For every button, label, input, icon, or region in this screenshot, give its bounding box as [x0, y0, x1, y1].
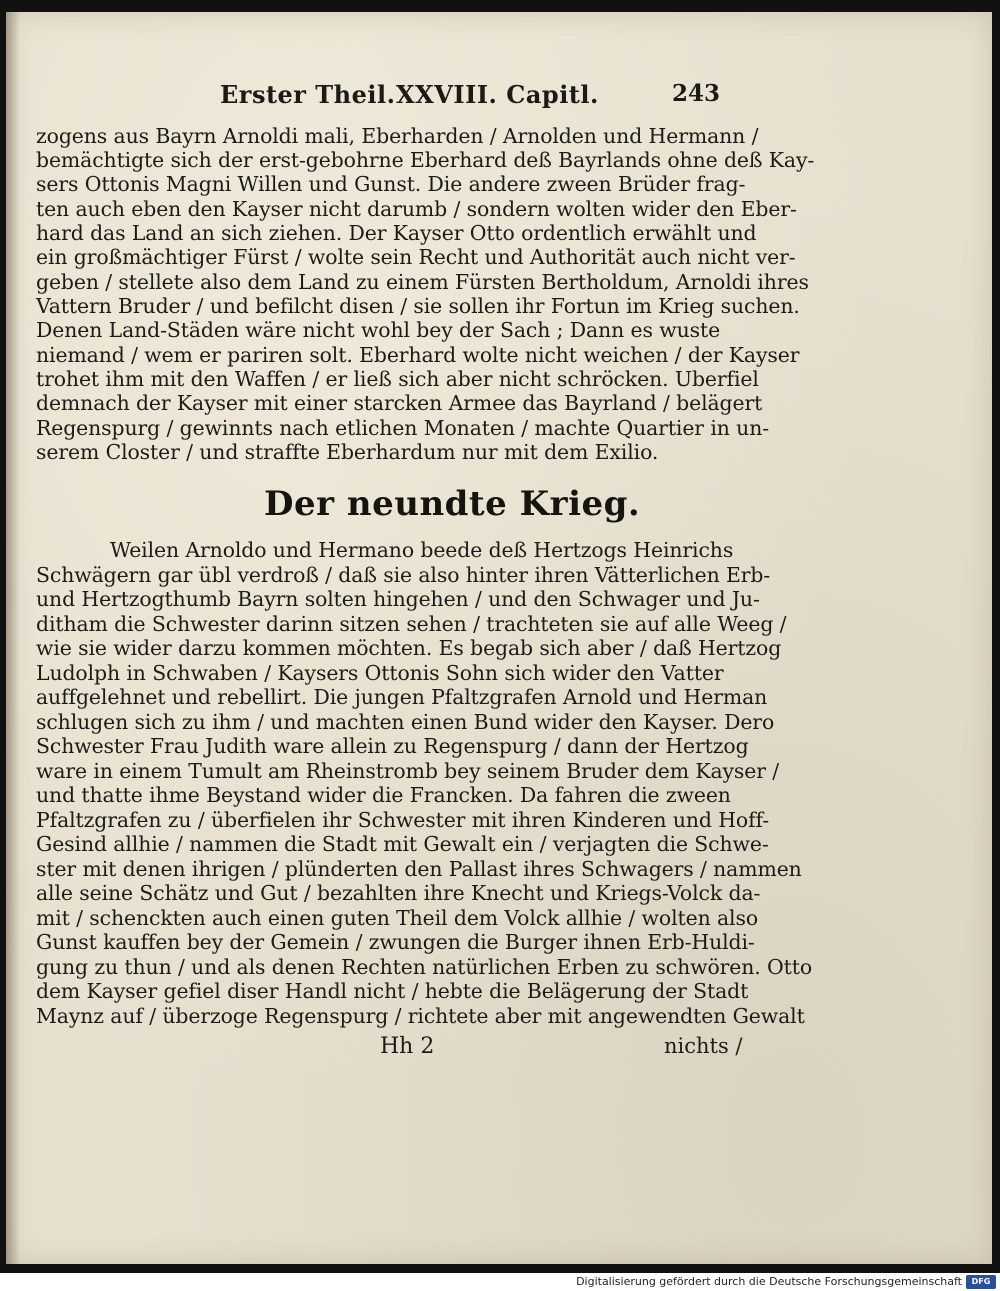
text-line: Denen Land-Städen wäre nicht wohl bey der Sach ; Dann es wuste — [36, 318, 721, 342]
text-line: Schwägern gar übl verdroß / daß sie also hinter ihren Vätterlichen Erb- — [36, 563, 771, 587]
text-line: wie sie wider darzu kommen möchten. Es begab sich aber / daß Hertzog — [36, 636, 782, 660]
text-line: demnach der Kayser mit einer starcken Armee das Bayrland / belägert — [36, 391, 763, 415]
text-line: dem Kayser gefiel diser Handl nicht / hebte die Belägerung der Stadt — [36, 979, 749, 1003]
catchword: nichts / — [664, 1034, 743, 1058]
text-line: ditham die Schwester darinn sitzen sehen / trachteten sie auf alle Weeg / — [36, 612, 787, 636]
text-line: Gunst kauffen bey der Gemein / zwungen die Burger ihnen Erb-Huldi- — [36, 930, 755, 954]
page-spine-shadow — [6, 12, 20, 1264]
text-line: auffgelehnet und rebellirt. Die jungen Pfaltzgrafen Arnold und Herman — [36, 685, 768, 709]
text-line: gung zu thun / und als denen Rechten natürlichen Erben zu schwören. Otto — [36, 955, 813, 979]
running-head — [220, 80, 720, 110]
text-line: Pfaltzgrafen zu / überfielen ihr Schwester mit ihren Kinderen und Hoff- — [36, 808, 770, 832]
text-line: bemächtigte sich der erst-gebohrne Eberhard deß Bayrlands ohne deß Kay- — [36, 148, 815, 172]
text-line: geben / stellete also dem Land zu einem Fürsten Bertholdum, Arnoldi ihres — [36, 270, 809, 294]
digitization-footer — [0, 1273, 1000, 1291]
text-line-indented: Weilen Arnoldo und Hermano beede deß Hertzogs Heinrichs — [110, 538, 734, 562]
text-line: ten auch eben den Kayser nicht darumb / sondern wolten wider den Eber- — [36, 197, 797, 221]
page-number: 243 — [671, 80, 720, 107]
text-line: zogens aus Bayrn Arnoldi mali, Eberharden / Arnolden und Hermann / — [36, 124, 759, 148]
text-line: hard das Land an sich ziehen. Der Kayser Otto ordentlich erwählt und — [36, 221, 757, 245]
footer-credit-text: Digitalisierung gefördert durch die Deutsche Forschungsgemeinschaft — [576, 1275, 962, 1288]
text-line: Regenspurg / gewinnts nach etlichen Monaten / machte Quartier in un- — [36, 416, 770, 440]
section-heading: Der neundte Krieg. — [264, 484, 641, 524]
text-line: ster mit denen ihrigen / plünderten den Pallast ihres Schwagers / nammen — [36, 857, 802, 881]
text-line: Maynz auf / überzoge Regenspurg / richtete aber mit angewendten Gewalt — [36, 1004, 805, 1028]
text-line: niemand / wem er pariren solt. Eberhard wolte nicht weichen / der Kayser — [36, 343, 800, 367]
text-line: und thatte ihme Beystand wider die Francken. Da fahren die zween — [36, 783, 731, 807]
text-line: ware in einem Tumult am Rheinstromb bey seinem Bruder dem Kayser / — [36, 759, 780, 783]
text-line: ein großmächtiger Fürst / wolte sein Recht und Authorität auch nicht ver- — [36, 245, 796, 269]
text-line: sers Ottonis Magni Willen und Gunst. Die andere zween Brüder frag- — [36, 172, 746, 196]
dfg-logo-icon: DFG — [966, 1275, 996, 1289]
text-line: Schwester Frau Judith ware allein zu Regenspurg / dann der Hertzog — [36, 734, 749, 758]
text-line: Gesind allhie / nammen die Stadt mit Gewalt ein / verjagten die Schwe- — [36, 832, 769, 856]
text-line: serem Closter / und straffte Eberhardum nur mit dem Exilio. — [36, 440, 659, 464]
text-line: Ludolph in Schwaben / Kaysers Ottonis Sohn sich wider den Vatter — [36, 661, 724, 685]
text-line: mit / schenckten auch einen guten Theil dem Volck allhie / wolten also — [36, 906, 759, 930]
text-line: alle seine Schätz und Gut / bezahlten ihre Knecht und Kriegs-Volck da- — [36, 881, 761, 905]
running-head-chapter: XXVIII. Capitl. — [396, 80, 599, 109]
running-head-part: Erster Theil. — [220, 80, 396, 109]
text-line: trohet ihm mit den Waffen / er ließ sich aber nicht schröcken. Uberfiel — [36, 367, 759, 391]
signature-mark: Hh 2 — [380, 1034, 435, 1059]
text-line: schlugen sich zu ihm / und machten einen Bund wider den Kayser. Dero — [36, 710, 775, 734]
text-line: Vattern Bruder / und befilcht disen / sie sollen ihr Fortun im Krieg suchen. — [36, 294, 800, 318]
text-line: und Hertzogthumb Bayrn solten hingehen / und den Schwager und Ju- — [36, 587, 760, 611]
